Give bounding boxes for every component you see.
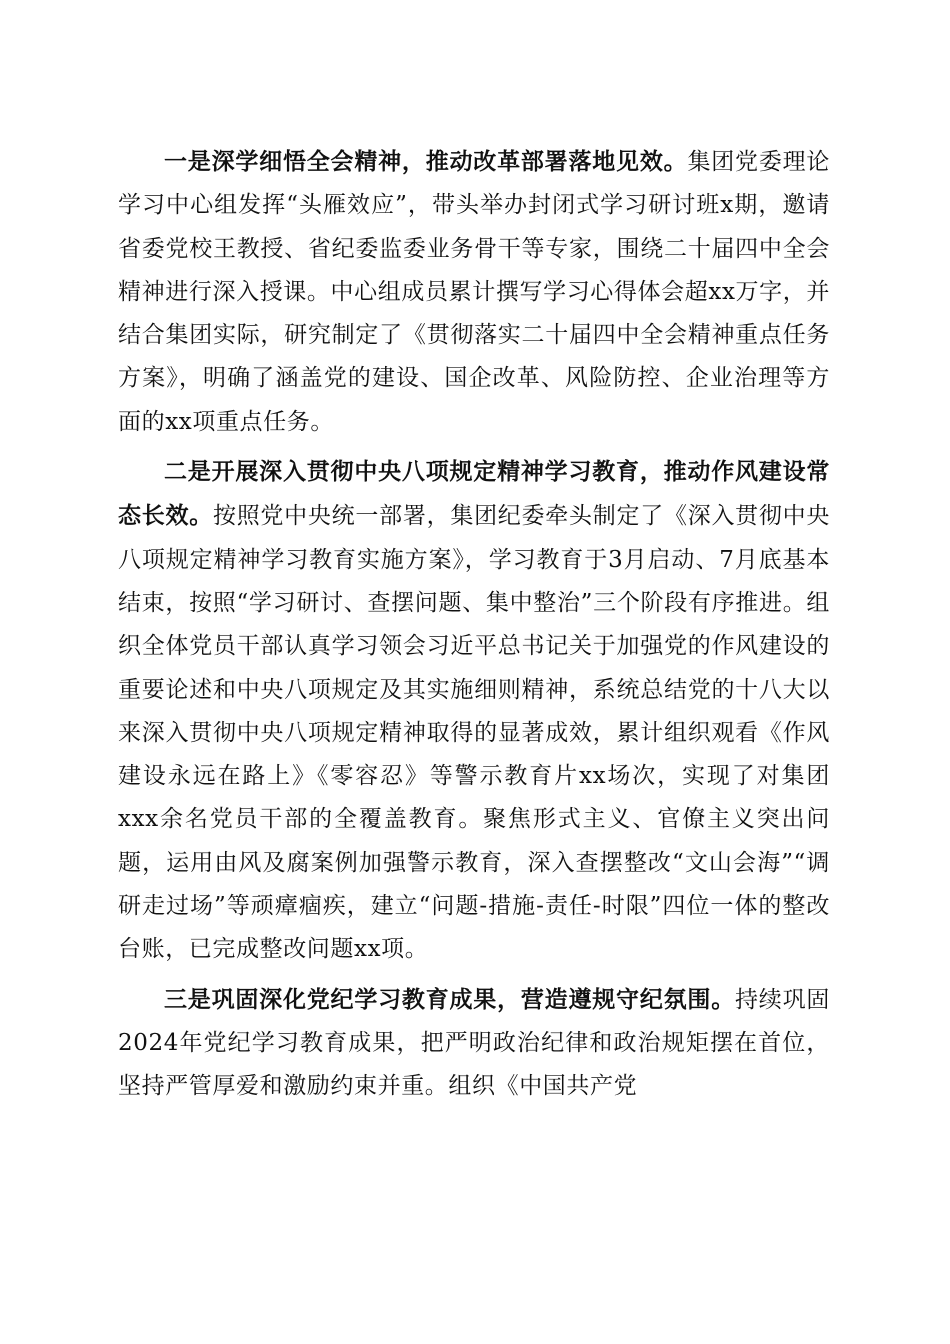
document-body — [118, 140, 830, 1115]
paragraph-1 — [118, 140, 830, 444]
paragraph-3 — [118, 978, 830, 1109]
paragraph-2-heading: 二是开展深入贯彻中央八项规定精神学习教育，推动作风建设常态长效。 — [118, 458, 830, 530]
paragraph-3-heading: 三是巩固深化党纪学习教育成果，营造遵规守纪氛围。 — [164, 985, 736, 1013]
paragraph-1-heading: 一是深学细悟全会精神，推动改革部署落地见效。 — [164, 148, 688, 175]
paragraph-1-text: 集团党委理论学习中心组发挥“头雁效应”，带头举办封闭式学习研讨班x期，邀请省委党校王教授、省纪委监委业务骨干等专家，围绕二十届四中全会精神进行深入授课。中心组成员累计撰写学习心得体会超xx万字，并结合集团实际，研究制定了《贯彻落实二十届四中全会精神重点任务方案》，明确了涵盖党的建设、国企改革、风险防控、企业治理等方面的xx项重点任务。 — [118, 149, 830, 435]
paragraph-2-text: 按照党中央统一部署，集团纪委牵头制定了《深入贯彻中央八项规定精神学习教育实施方案》，学习教育于3月启动、7月底基本结束，按照“学习研讨、查摆问题、集中整治”三个阶段有序推进。组织全体党员干部认真学习领会习近平总书记关于加强党的作风建设的重要论述和中央八项规定及其实施细则精神，系统总结党的十八大以来深入贯彻中央八项规定精神取得的显著成效，累计组织观看《作风建设永远在路上》《零容忍》等警示教育片xx场次，实现了对集团xxx余名党员干部的全覆盖教育。聚焦形式主义、官僚主义突出问题，运用由风及腐案例加强警示教育，深入查摆整改“文山会海”“调研走过场”等顽瘴痼疾，建立“问题-措施-责任-时限”四位一体的整改台账，已完成整改问题xx项。 — [118, 503, 830, 963]
paragraph-2 — [118, 450, 830, 972]
paragraph-3-text: 持续巩固2024年党纪学习教育成果，把严明政治纪律和政治规矩摆在首位，坚持严管厚爱和激励约束并重。组织《中国共产党 — [118, 986, 830, 1100]
